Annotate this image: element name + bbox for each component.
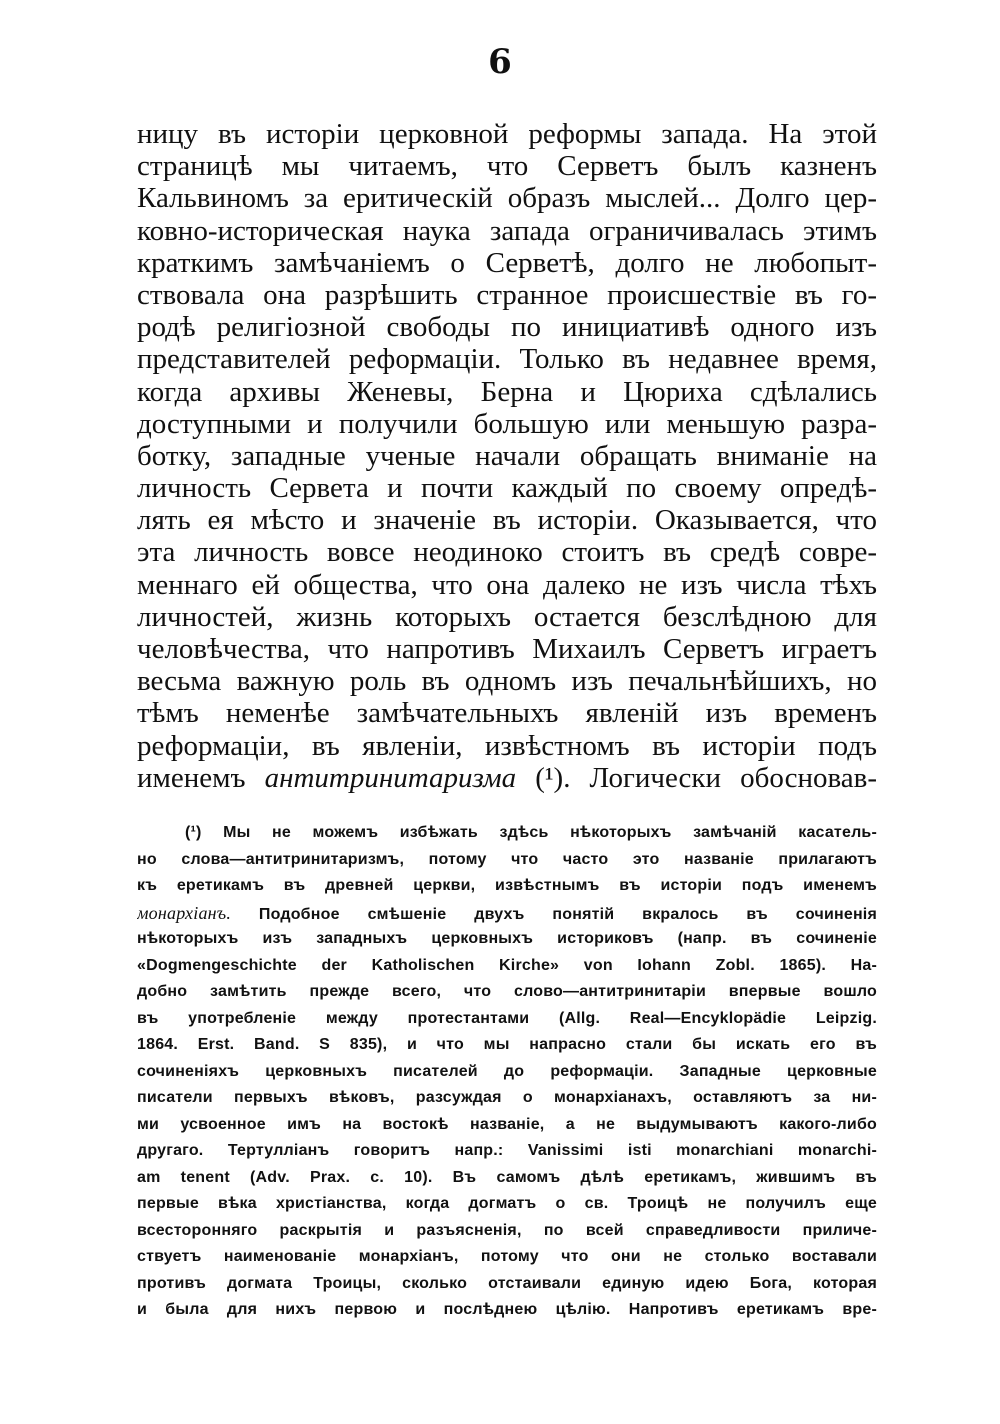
main-text-segment: (¹). Логически обосновав- [516,761,877,794]
main-text-line: меннаго ей общества, что она далеко не изъ числа тѣхъ [137,568,877,601]
main-text-line: лять ея мѣсто и значеніе въ исторіи. Оказывается, что [137,504,877,537]
main-text-line: ботку, западные ученые начали обращать вниманіе на [137,439,877,472]
main-text-line: личность Сервета и почти каждый по своему опредѣ- [137,472,877,505]
footnote-emphasized-term: монархіанъ. [137,902,232,923]
main-text-line: личностей, жизнь которыхъ остается безслѣдною для [137,600,877,633]
main-text-line: страницѣ мы читаемъ, что Серветъ былъ казненъ [137,150,877,183]
main-text-line: ковно-историческая наука запада ограничивалась этимъ [137,214,877,247]
footnote-line: въ употребленіе между протестантами (Allg. Real—Encyklopädie Leipzig. [137,1009,877,1027]
main-text-line: реформаціи, въ явленіи, извѣстномъ въ исторіи подъ [137,729,877,762]
footnote-line: всесторонняго раскрытія и разъясненія, по всей справедливости приличе- [137,1221,877,1239]
footnote-line: сочиненіяхъ церковныхъ писателей до реформаціи. Западные церковные [137,1062,877,1080]
main-text-line-last [137,762,877,794]
emphasized-term: антитринитаризма [264,761,517,794]
footnote-segment: Подобное смѣшеніе двухъ понятій вкралось въ сочиненія [231,905,877,923]
footnote-line: къ еретикамъ въ древней церкви, извѣстнымъ въ исторіи подъ именемъ [137,877,877,894]
main-text-line: человѣчества, что напротивъ Михаилъ Серветъ играетъ [137,633,877,665]
footnote-line: другаго. Тертулліанъ говоритъ напр.: Vanissimi isti monarchiani monarchi- [137,1142,877,1159]
footnote-line: 1864. Erst. Band. S 835), и что мы напрасно стали бы искать его въ [137,1036,877,1053]
main-text-line: эта личность вовсе неодиноко стоитъ въ средѣ совре- [137,536,877,569]
footnote-line: ми усвоенное имъ на востокѣ названіе, а не выдумываютъ какого-либо [137,1115,877,1133]
main-text-line: Кальвиномъ за еритическій образъ мыслей... Долго цер- [137,182,877,215]
footnote-line: противъ догмата Троицы, сколько отстаивали единую идею Бога, которая [137,1274,877,1292]
footnote-line: am tenent (Adv. Prax. c. 10). Въ самомъ дѣлѣ еретикамъ, жившимъ въ [137,1168,877,1186]
main-text-line: тѣмъ неменѣе замѣчательныхъ явленій изъ временъ [137,697,877,730]
footnote-line: но слова—антитринитаризмъ, потому что часто это названіе прилагаютъ [137,850,877,868]
footnote-line: добно замѣтить прежде всего, что слово—антитринитаріи впервые вошло [137,983,877,1000]
main-text-line: родѣ религіозной свободы по инициативѣ одного изъ [137,311,877,344]
main-text-line: весьма важную роль въ одномъ изъ печальнѣйшихъ, но [137,665,877,698]
main-text-block [137,118,877,794]
footnote-line [137,900,877,927]
footnote-line: «Dogmengeschichte der Katholischen Kirche» von Iohann Zobl. 1865). На- [137,956,877,974]
footnote-line: писатели первыхъ вѣковъ, разсуждая о монархіанахъ, оставляютъ за ни- [137,1089,877,1106]
main-text-line: краткимъ замѣчаніемъ о Серветѣ, долго не любопыт- [137,246,877,279]
footnote-line: (¹) Мы не можемъ избѣжать здѣсь нѣкоторыхъ замѣчаній касатель- [185,824,877,841]
footnote-line: ствуетъ наименованіе монархіанъ, потому что они не столько воставали [137,1248,877,1265]
footnote-block [137,820,877,1324]
main-text-line: когда архивы Женевы, Берна и Цюриха сдѣлались [137,375,877,408]
main-text-line: представителей реформаціи. Только въ недавнее время, [137,343,877,376]
main-text-line: ницу въ исторіи церковной реформы запада. На этой [137,118,877,150]
footnote-line: первые вѣка христіанства, когда догматъ о св. Троицѣ не получилъ еще [137,1195,877,1212]
main-text-segment: именемъ [137,761,265,794]
footnote-line: и была для нихъ первою и послѣднею цѣлію. Напротивъ еретикамъ вре- [137,1301,877,1318]
footnote-line: нѣкоторыхъ изъ западныхъ церковныхъ историковъ (напр. въ сочиненіе [137,930,877,947]
main-text-line: доступными и получили большую или меньшую разра- [137,407,877,440]
page-number: 6 [488,42,512,82]
main-text-line: ствовала она разрѣшить странное происшествіе въ го- [137,278,877,311]
